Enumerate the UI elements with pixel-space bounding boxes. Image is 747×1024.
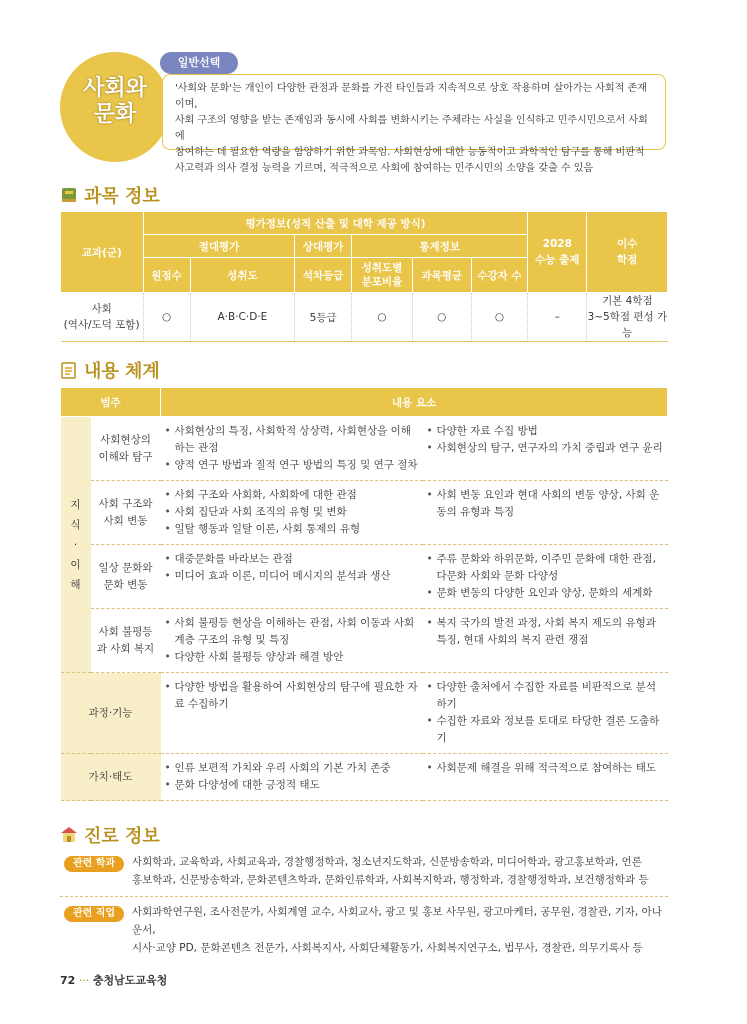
- subject-description: '사회와 문화'는 개인이 다양한 관점과 문화를 가진 타인들과 지속적으로 상호 작용하며 살아가는 사회적 존재이며, 사회 구조의 영향을 받는 존재임과 동시에 사회를 변화시키는 주체라는 사실을 인식하고 민주시민으로서 사회에 참여하는 데 필요한 역량을 함양하기 위한 과목임. 사회현상에 대한 능동적이고 과학적인 탐구를 통해 비판적 사고력과 의사 결정 능력을 기르며, 적극적으로 사회에 참여하는 민주시민의 소양을 갖출 수 있음: [162, 74, 666, 150]
- jobs-tag: 관련 직업: [64, 906, 124, 922]
- header-stats: 통계정보: [352, 235, 528, 258]
- table-row: 일상 문화와 문화 변동 • 대중문화를 바라보는 관점 • 미디어 효과 이론, 미디어 메시지의 분석과 생산 • 주류 문화와 하위문화, 이주민 문화에 대한 관점, 다문화 사회와 문화 다양성 • 문화 변동의 다양한 요인과 양상, 문화의 세계화: [61, 545, 668, 609]
- cell-students: ○: [471, 293, 528, 342]
- table-row: 사회 불평등과 사회 복지 • 사회 불평등 현상을 이해하는 관점, 사회 이동과 사회 계층 구조의 유형 및 특징 • 다양한 사회 불평등 양상과 해결 방안 • 복지 국가의 발전 과정, 사회 복지 제도의 유형과 특징, 현대 사회의 복지 관련 쟁점: [61, 609, 668, 673]
- header-students: 수강자 수: [471, 258, 528, 293]
- header-eval-info: 평가정보(성적 산출 및 대학 제공 방식): [143, 212, 528, 235]
- table-row: 지 식 · 이 해 사회현상의 이해와 탐구 • 사회현상의 특징, 사회학적 상상력, 사회현상을 이해하는 관점 • 양적 연구 방법과 질적 연구 방법의 특징 및 연구 절차 • 다양한 자료 수집 방법 • 사회현상의 탐구, 연구자의 가치 중립과 연구 윤리: [61, 417, 668, 481]
- header-relative: 상대평가: [295, 235, 352, 258]
- course-type-tag: 일반선택: [160, 52, 238, 74]
- cell-raw-score: ○: [143, 293, 190, 342]
- subject-info-table: [60, 211, 668, 342]
- header-credits: 이수 학점: [587, 212, 668, 293]
- header-category: 범주: [61, 388, 161, 417]
- header-content: 내용 요소: [161, 388, 668, 417]
- table-row: 과정·기능 • 다양한 방법을 활용하여 사회현상의 탐구에 필요한 자료 수집하기 • 다양한 출처에서 수집한 자료를 비판적으로 분석하기 • 수집한 자료와 정보를 토대로 타당한 결론 도출하기: [61, 673, 668, 754]
- table-row: 가치·태도 • 인류 보편적 가치와 우리 사회의 기본 가치 존중 • 문화 다양성에 대한 긍정적 태도 • 사회문제 해결을 위해 적극적으로 참여하는 태도: [61, 754, 668, 801]
- majors-tag: 관련 학과: [64, 856, 124, 872]
- cell-achievement: A·B·C·D·E: [190, 293, 295, 342]
- header-absolute: 절대평가: [143, 235, 295, 258]
- career-jobs-row: 관련 직업 사회과학연구원, 조사전문가, 사회계열 교수, 사회교사, 광고 및 홍보 사무원, 광고마케터, 공무원, 경찰관, 기자, 아나운서, 시사·교양 PD, 문화콘텐츠 전문가, 사회복지사, 사회단체활동가, 사회복지연구소, 법무사, 경찰관, 의무기록사 등: [60, 902, 668, 942]
- cell-subject-avg: ○: [412, 293, 471, 342]
- category-cell: 과정·기능: [61, 673, 161, 754]
- subject-title: 사회와 문화: [83, 76, 147, 127]
- category-cell: 사회현상의 이해와 탐구: [91, 417, 161, 481]
- table-row: [61, 293, 668, 342]
- cell-rank-grade: 5등급: [295, 293, 352, 342]
- publisher: 충청남도교육청: [92, 974, 168, 987]
- header-raw-score: 원점수: [143, 258, 190, 293]
- category-cell: 가치·태도: [61, 754, 161, 801]
- table-row: 사회 구조와 사회 변동 • 사회 구조와 사회화, 사회화에 대한 관점 • 사회 집단과 사회 조직의 유형 및 변화 • 일탈 행동과 일탈 이론, 사회 통제의 유형 • 사회 변동 요인과 현대 사회의 변동 양상, 사회 운동의 유형과 특징: [61, 481, 668, 545]
- header-subject-group: 교과(군): [61, 212, 144, 293]
- school-icon: [60, 826, 78, 844]
- subject-info-heading: 과목 정보: [60, 182, 160, 208]
- content-system-table: [60, 387, 668, 801]
- cell-achievement-ratio: ○: [352, 293, 413, 342]
- header-csat: 2028 수능 출제: [528, 212, 587, 293]
- category-cell: 사회 구조와 사회 변동: [91, 481, 161, 545]
- header-achievement: 성취도: [190, 258, 295, 293]
- cell-csat: –: [528, 293, 587, 342]
- header-rank-grade: 석차등급: [295, 258, 352, 293]
- knowledge-label: 지 식 · 이 해: [61, 417, 91, 673]
- page-footer: 72 ··· 충청남도교육청: [60, 974, 168, 987]
- checklist-icon: [60, 361, 78, 379]
- book-icon: [60, 186, 78, 204]
- cell-credits: 기본 4학점 3~5학점 편성 가능: [587, 293, 668, 342]
- content-system-heading: 내용 체계: [60, 357, 160, 383]
- category-cell: 사회 불평등과 사회 복지: [91, 609, 161, 673]
- header-achievement-ratio: 성취도별 분포비율: [352, 258, 413, 293]
- career-majors-row: 관련 학과 사회학과, 교육학과, 사회교육과, 경찰행정학과, 청소년지도학과, 신문방송학과, 미디어학과, 광고홍보학과, 언론 홍보학과, 신문방송학과, 문화콘텐츠학과, 문화인류학과, 사회복지학과, 행정학과, 경찰행정학과, 보건행정학과 등: [60, 852, 668, 897]
- page-number: 72: [60, 974, 76, 987]
- header-subject-avg: 과목평균: [412, 258, 471, 293]
- category-cell: 일상 문화와 문화 변동: [91, 545, 161, 609]
- cell-subject: 사회 (역사/도덕 포함): [61, 293, 144, 342]
- career-heading: 진로 정보: [60, 822, 160, 848]
